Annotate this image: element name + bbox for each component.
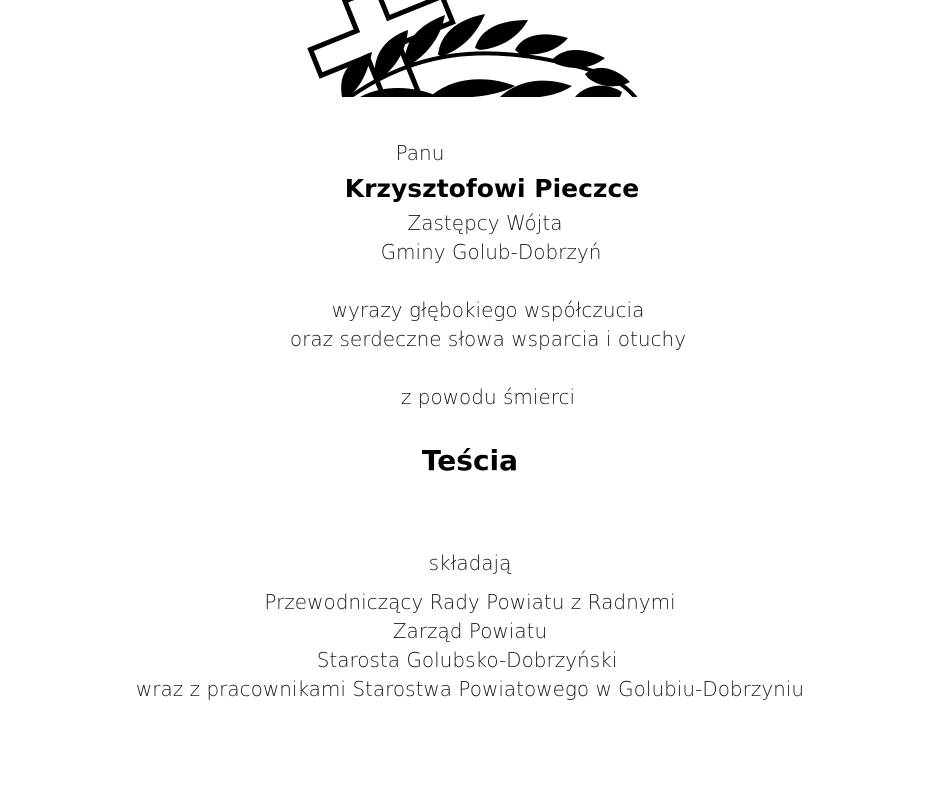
- cross-with-palm-branch-icon: [290, 0, 640, 97]
- deceased-relation: Teścia: [421, 444, 519, 477]
- recipient-municipality: Gminy Golub-Dobrzyń: [380, 240, 602, 264]
- sender-line-4: wraz z pracownikami Starostwa Powiatowego w Golubiu-Dobrzyniu: [135, 677, 805, 701]
- reason-line: z powodu śmierci: [400, 385, 576, 409]
- sender-line-1: Przewodniczący Rady Powiatu z Radnymi: [264, 590, 676, 614]
- sender-line-2: Zarząd Powiatu: [392, 619, 548, 643]
- sender-line-3: Starosta Golubsko-Dobrzyński: [316, 648, 618, 672]
- recipient-position: Zastępcy Wójta: [407, 211, 563, 235]
- recipient-name: Krzysztofowi Pieczce: [344, 174, 640, 203]
- salutation: Panu: [395, 141, 445, 165]
- message-line-1: wyrazy głębokiego współczucia: [331, 298, 645, 322]
- senders-intro: składają: [428, 551, 512, 575]
- message-line-2: oraz serdeczne słowa wsparcia i otuchy: [289, 327, 687, 351]
